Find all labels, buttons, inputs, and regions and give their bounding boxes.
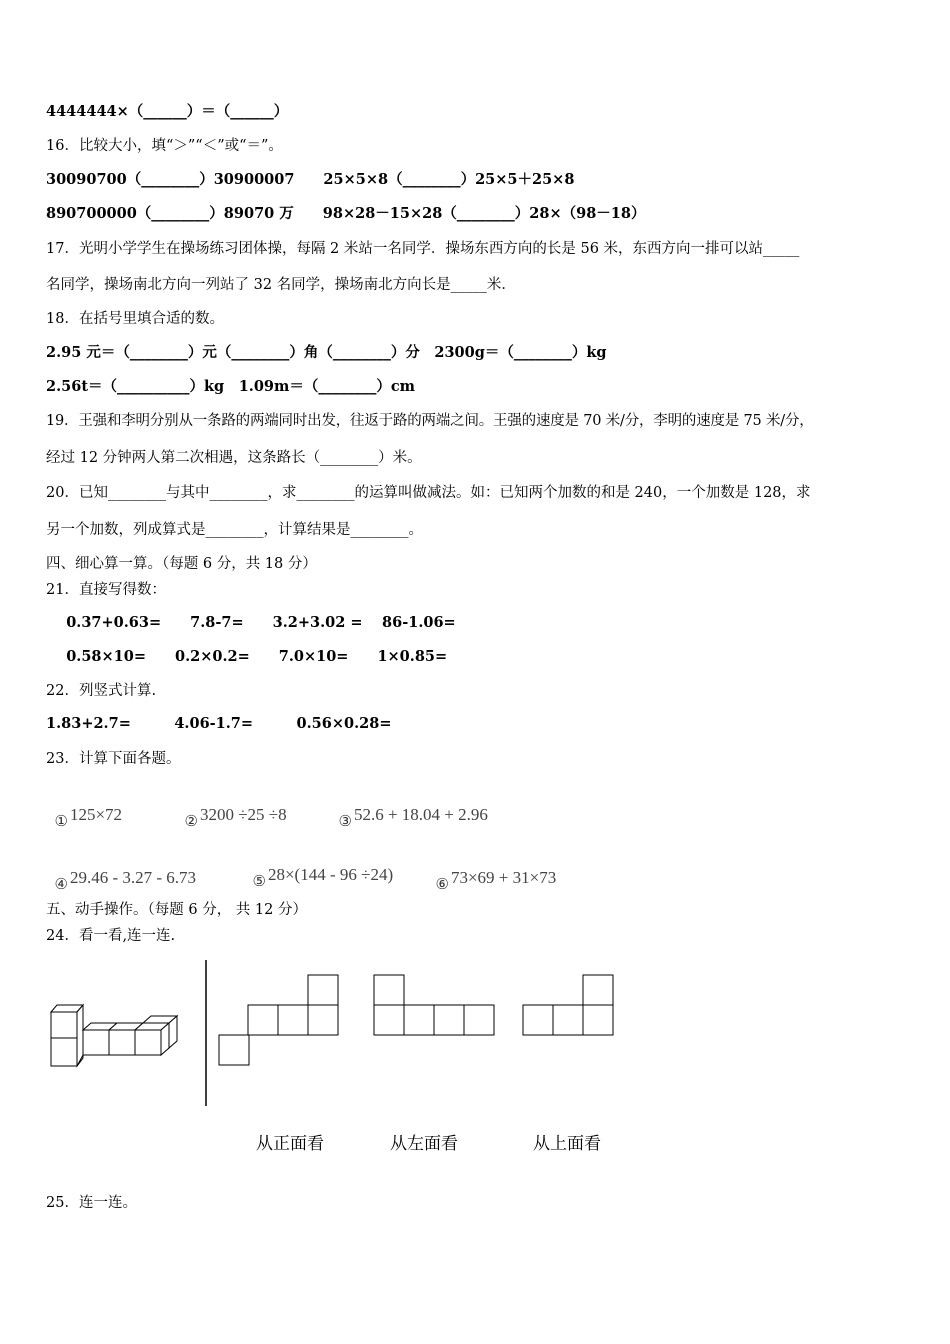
calc-4 — [46, 845, 196, 896]
q24-title: 24．看一看,连一连. — [46, 928, 176, 944]
q20-line1: 20．已知________与其中________，求________的运算叫做减法。如：已知两个加数的和是 240，一个加数是 128，求 — [46, 485, 811, 501]
calc-6-expr: 73×69 + 31×73 — [450, 868, 557, 887]
q23-title: 23．计算下面各题。 — [46, 751, 181, 767]
q21-row2: 0.58×10= 0.2×0.2= 7.0×10= 1×0.85= — [46, 648, 448, 665]
calc-5-mark: ⑤ — [252, 874, 266, 890]
calc-3-expr: 52.6 + 18.04 + 2.96 — [353, 805, 488, 824]
q18-row1: 2.95 元＝（________）元（________）角（________）分 2300g＝（________）kg — [46, 344, 607, 361]
q16-title: 16．比较大小，填“＞”“＜”或“＝”。 — [46, 138, 283, 154]
cube-solid-figure — [46, 1000, 186, 1070]
q16-row2: 890700000（________）89070 万 98×28－15×28（________）28×（98－18） — [46, 205, 646, 222]
caption-top-view: 从上面看 — [533, 1134, 601, 1154]
calc-2-mark: ② — [184, 814, 198, 830]
q17-line1: 17．光明小学学生在操场练习团体操，每隔 2 米站一名同学．操场东西方向的长是 56 米，东西方向一排可以站_____ — [46, 241, 800, 257]
q18-title: 18．在括号里填合适的数。 — [46, 311, 224, 327]
q16-row1: 30090700（________）30900007 25×5×8（________）25×5＋25×8 — [46, 171, 575, 188]
calc-4-mark: ④ — [54, 877, 68, 893]
calc-1-mark: ① — [54, 814, 68, 830]
q22-row: 1.83+2.7= 4.06-1.7= 0.56×0.28= — [46, 715, 392, 732]
calc-6 — [427, 845, 556, 896]
calc-5 — [244, 842, 393, 893]
calc-6-mark: ⑥ — [435, 877, 449, 893]
q19-line2: 经过 12 分钟两人第二次相遇，这条路长（________）米。 — [46, 450, 422, 466]
caption-left-view: 从左面看 — [390, 1134, 458, 1154]
q25-title: 25．连一连。 — [46, 1195, 137, 1211]
view-shape-b — [372, 973, 497, 1038]
q22-title: 22．列竖式计算. — [46, 683, 157, 699]
calc-2 — [176, 782, 287, 833]
q18-row2: 2.56t＝（__________）kg 1.09m＝（________）cm — [46, 378, 416, 395]
section-4-title: 四、细心算一算。（每题 6 分，共 18 分） — [46, 556, 317, 572]
calc-3-mark: ③ — [338, 814, 352, 830]
calc-4-expr: 29.46 - 3.27 - 6.73 — [69, 868, 197, 887]
caption-front-view: 从正面看 — [256, 1134, 324, 1154]
q17-line2: 名同学，操场南北方向一列站了 32 名同学，操场南北方向长是_____米． — [46, 277, 516, 293]
view-shape-a — [218, 973, 343, 1068]
q20-line2: 另一个加数，列成算式是________，计算结果是________。 — [46, 522, 423, 538]
calc-3 — [330, 782, 488, 833]
q21-title: 21．直接写得数： — [46, 582, 166, 598]
calc-1 — [46, 782, 122, 833]
q15-line: 4444444×（______）＝（______） — [46, 103, 289, 120]
divider-line — [204, 960, 208, 1106]
calc-1-expr: 125×72 — [69, 805, 123, 824]
calc-5-expr: 28×(144 - 96 ÷24) — [267, 865, 394, 884]
view-shape-c — [521, 973, 616, 1038]
calc-2-expr: 3200 ÷25 ÷8 — [199, 805, 287, 824]
section-5-title: 五、动手操作。（每题 6 分， 共 12 分） — [46, 902, 307, 918]
q21-row1: 0.37+0.63= 7.8-7= 3.2+3.02 = 86-1.06= — [46, 614, 456, 631]
q19-line1: 19．王强和李明分别从一条路的两端同时出发，往返于路的两端之间。王强的速度是 70 米/分，李明的速度是 75 米/分， — [46, 413, 814, 429]
